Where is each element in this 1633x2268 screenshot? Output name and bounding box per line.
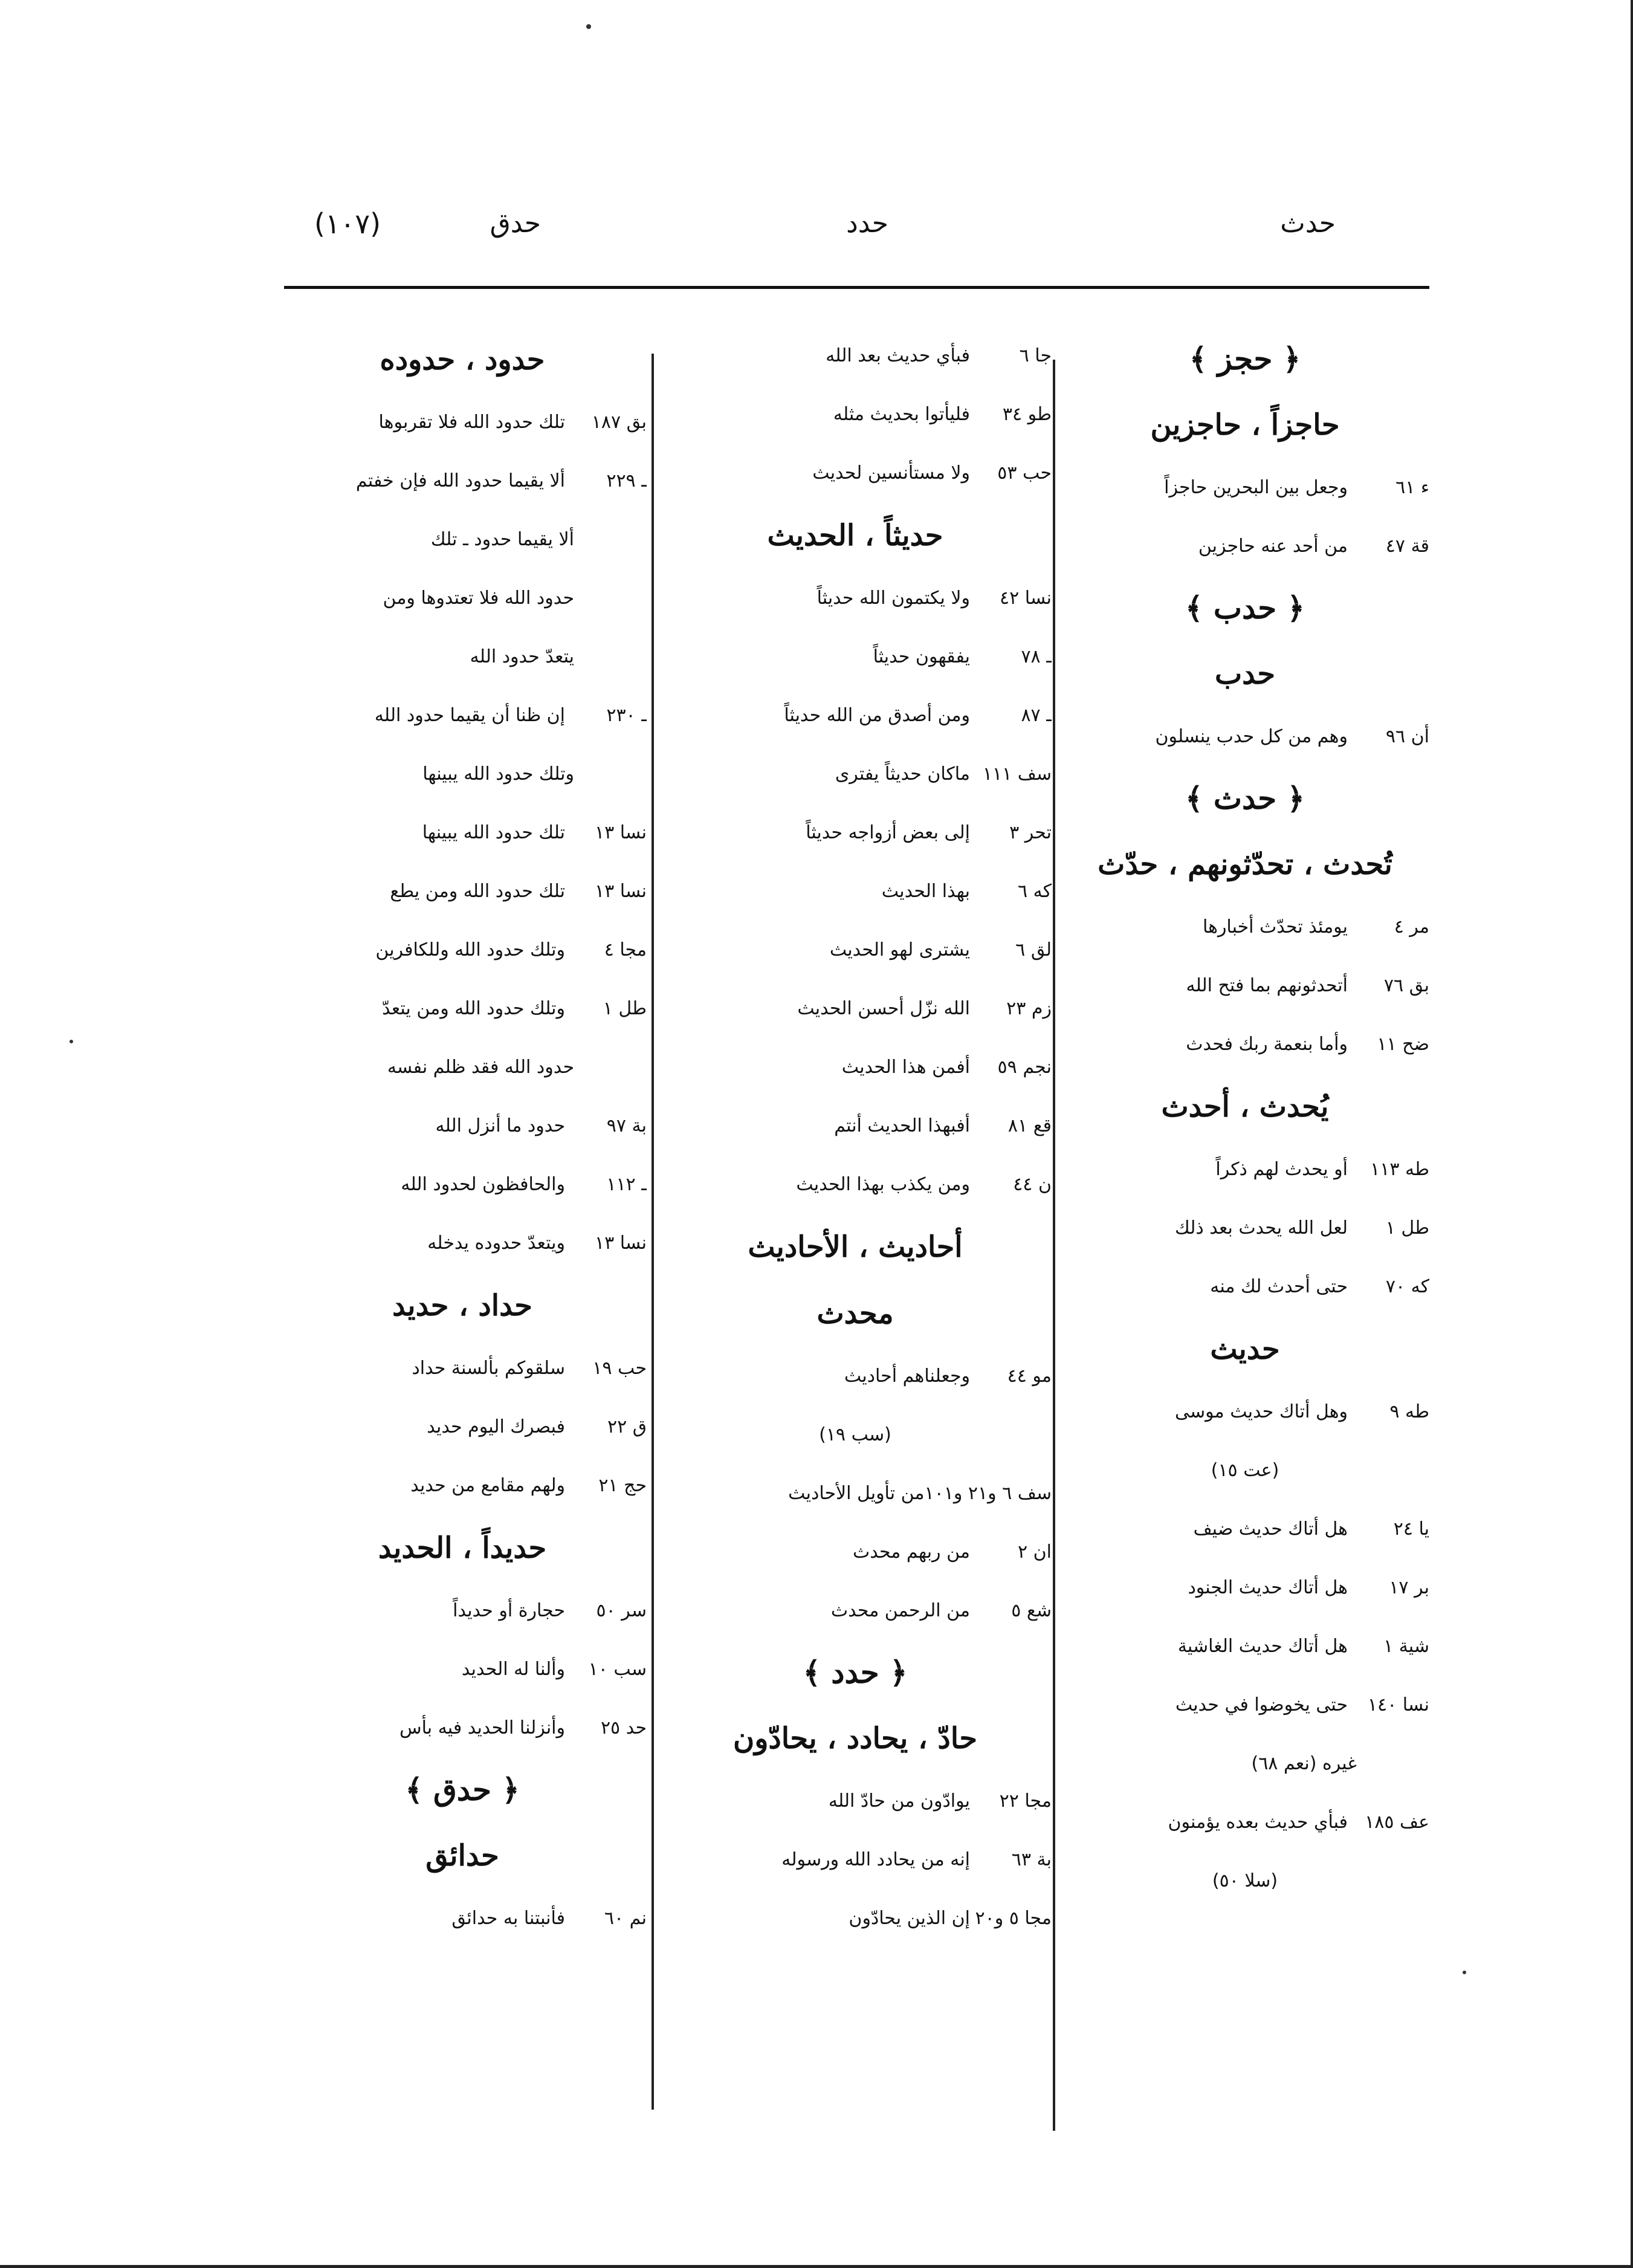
concordance-entry (1061, 707, 1429, 766)
concordance-entry (659, 1038, 1052, 1097)
verse-reference: حب ١٩ (592, 1358, 647, 1379)
verse-reference: ضح ١١ (1377, 1034, 1429, 1055)
verse-excerpt: فبأي حديث بعد الله (826, 345, 970, 366)
verse-excerpt: وأنزلنا الحديد فيه بأس (399, 1717, 565, 1738)
verse-excerpt: حتى يخوضوا في حديث (1175, 1694, 1348, 1716)
column-divider (652, 354, 654, 2110)
verse-reference: بق ١٨٧ (591, 412, 647, 433)
concordance-entry (659, 921, 1052, 979)
verse-excerpt: يومئذ تحدّث أخبارها (1202, 916, 1348, 938)
verse-excerpt: فأنبتنا به حدائق (451, 1908, 565, 1929)
verse-reference: جا ٦ (1019, 345, 1052, 366)
cross-reference-note: (سلا ٥٠) (1212, 1870, 1278, 1891)
verse-reference: طه ٩ (1389, 1401, 1429, 1422)
root-heading: ﴿ حجز ﴾ (1189, 341, 1301, 377)
verse-excerpt: بهذا الحديث (881, 881, 970, 902)
concordance-entry (659, 979, 1052, 1038)
concordance-entry (659, 745, 1052, 803)
scan-border-right (1631, 0, 1633, 2268)
root-heading: ﴿ حدد ﴾ (803, 1654, 908, 1690)
verse-excerpt: وألنا له الحديد (461, 1659, 565, 1680)
concordance-entry (278, 393, 647, 452)
header-center-word: حدد (846, 208, 888, 239)
verse-excerpt: تلك حدود الله فلا تقربوها (378, 412, 565, 433)
concordance-entry (278, 862, 647, 921)
concordance-entry (659, 326, 1052, 385)
verse-reference: قة ٤٧ (1385, 536, 1429, 557)
verse-reference: طو ٣٤ (1002, 404, 1052, 425)
concordance-entry (659, 1772, 1052, 1830)
concordance-entry (1061, 458, 1429, 517)
verse-excerpt: والحافظون لحدود الله (401, 1174, 565, 1195)
concordance-entry (278, 1097, 647, 1155)
verse-excerpt: وجعل بين البحرين حاجزاً (1164, 477, 1348, 498)
verse-excerpt: ألا يقيما حدود الله فإن خفتم (355, 470, 565, 491)
concordance-entry (278, 686, 647, 745)
word-heading: حديث (1210, 1332, 1280, 1366)
entry-continuation: وتلك حدود الله يبينها (422, 763, 574, 785)
verse-excerpt: ومن أصدق من الله حديثاً (784, 705, 970, 726)
verse-excerpt: ماكان حديثاً يفترى (835, 763, 970, 785)
verse-reference: حج ٢١ (598, 1475, 647, 1496)
verse-excerpt: حتى أحدث لك منه (1210, 1276, 1348, 1297)
concordance-entry (659, 569, 1052, 627)
verse-reference: ـ ٢٣٠ (606, 705, 647, 726)
root-heading: ﴿ حدب ﴾ (1185, 590, 1305, 626)
entry-continuation: حدود الله فقد ظلم نفسه (387, 1057, 574, 1078)
word-heading: حدود ، حدوده (380, 343, 545, 377)
concordance-entry (1061, 1676, 1429, 1734)
concordance-entry (278, 1339, 647, 1398)
verse-excerpt: وأما بنعمة ربك فحدث (1186, 1034, 1348, 1055)
verse-reference: مجا ٥ و٢٠ (975, 1908, 1052, 1929)
running-header (284, 199, 1432, 248)
verse-excerpt: من أحد عنه حاجزين (1198, 536, 1348, 557)
concordance-entry (278, 1889, 647, 1948)
column-divider (1053, 360, 1055, 2131)
verse-excerpt: وتلك حدود الله ومن يتعدّ (382, 998, 565, 1019)
verse-excerpt: هل أتاك حديث الجنود (1188, 1577, 1348, 1598)
concordance-entry (1061, 517, 1429, 575)
cross-reference-note: (سب ١٩) (819, 1424, 891, 1445)
entry-continuation: ألا يقيما حدود ـ تلك (430, 529, 574, 550)
header-rule (284, 286, 1429, 289)
entry-continuation: يتعدّ حدود الله (470, 646, 574, 667)
verse-excerpt: حجارة أو حديداً (453, 1600, 565, 1621)
verse-reference: ن ٤٤ (1013, 1174, 1052, 1195)
verse-reference: طل ١ (603, 998, 647, 1019)
verse-reference: ـ ٧٨ (1021, 646, 1052, 667)
word-heading: حداد ، حديد (392, 1289, 532, 1323)
concordance-entry (278, 1640, 647, 1699)
concordance-entry (1061, 1199, 1429, 1257)
verse-reference: كه ٦ (1017, 881, 1052, 902)
concordance-entry (659, 444, 1052, 502)
verse-excerpt: أفبهذا الحديث أنتم (834, 1115, 970, 1136)
verse-reference: طه ١١٣ (1370, 1159, 1429, 1180)
verse-excerpt: سلقوكم بألسنة حداد (412, 1358, 565, 1379)
concordance-entry (659, 803, 1052, 862)
concordance-entry (278, 1398, 647, 1456)
verse-reference: سر ٥٠ (596, 1600, 647, 1621)
concordance-entry (659, 1155, 1052, 1214)
verse-reference: ق ٢٢ (607, 1416, 647, 1437)
verse-reference: مجا ٤ (604, 939, 647, 961)
header-right-word: حدث (1280, 208, 1336, 239)
word-heading: تُحدث ، تحدّثونهم ، حدّث (1098, 847, 1392, 881)
verse-excerpt: لعل الله يحدث بعد ذلك (1174, 1217, 1348, 1239)
verse-reference: ـ ١١٢ (606, 1174, 647, 1195)
verse-excerpt: يشترى لهو الحديث (829, 939, 970, 961)
page-number: (١٠٧) (314, 207, 381, 240)
verse-reference: بر ١٧ (1389, 1577, 1429, 1598)
verse-excerpt: هل أتاك حديث الغاشية (1177, 1636, 1348, 1657)
verse-excerpt: تلك حدود الله يبينها (422, 822, 565, 843)
verse-excerpt: فبأي حديث بعده يؤمنون (1168, 1812, 1348, 1833)
column-right (1061, 326, 1429, 1910)
verse-reference: ان ٢ (1017, 1541, 1052, 1563)
verse-reference: كه ٧٠ (1385, 1276, 1429, 1297)
concordance-entry (1061, 956, 1429, 1015)
verse-reference: بة ٩٧ (606, 1115, 647, 1136)
concordance-entry (1061, 1617, 1429, 1676)
verse-reference: قع ٨١ (1007, 1115, 1052, 1136)
verse-excerpt: من ربهم محدث (852, 1541, 970, 1563)
verse-reference: نسا ١٣ (594, 822, 647, 843)
word-heading: حادّ ، يحادد ، يحادّون (733, 1722, 977, 1755)
concordance-entry (278, 1155, 647, 1214)
verse-reference: نسا ١٣ (594, 1233, 647, 1254)
word-heading: حدب (1214, 657, 1276, 691)
verse-excerpt: حدود ما أنزل الله (435, 1115, 565, 1136)
verse-reference: شية ١ (1383, 1636, 1429, 1657)
verse-excerpt: إنه من يحادد الله ورسوله (781, 1849, 970, 1870)
concordance-entry (659, 686, 1052, 745)
verse-excerpt: الله نزّل أحسن الحديث (797, 998, 970, 1019)
verse-excerpt: من تأويل الأحاديث (788, 1483, 925, 1504)
verse-reference: نجم ٥٩ (997, 1057, 1052, 1078)
concordance-entry (278, 803, 647, 862)
verse-reference: نسا ١٣ (594, 881, 647, 902)
concordance-entry (278, 452, 647, 510)
concordance-entry (659, 1097, 1052, 1155)
verse-excerpt: تلك حدود الله ومن يطع (390, 881, 565, 902)
header-left-word: حدق (490, 208, 541, 239)
concordance-entry (278, 921, 647, 979)
verse-reference: سف ٦ و٢١ و١٠١ (924, 1483, 1052, 1504)
verse-excerpt: إن الذين يحادّون (849, 1908, 970, 1929)
word-heading: أحاديث ، الأحاديث (748, 1230, 963, 1264)
verse-reference: بق ٧٦ (1383, 975, 1429, 996)
verse-excerpt: من الرحمن محدث (830, 1600, 970, 1621)
concordance-entry (1061, 1015, 1429, 1074)
concordance-entry (659, 862, 1052, 921)
root-heading: ﴿ حدث ﴾ (1185, 780, 1305, 816)
verse-excerpt: هل أتاك حديث ضيف (1193, 1518, 1348, 1540)
verse-excerpt: أتحدثونهم بما فتح الله (1186, 975, 1348, 996)
concordance-entry (278, 1581, 647, 1640)
verse-reference: عف ١٨٥ (1365, 1812, 1429, 1833)
word-heading: يُحدث ، أحدث (1161, 1090, 1329, 1124)
concordance-entry (1061, 1382, 1429, 1441)
verse-reference: بة ٦٣ (1011, 1849, 1052, 1870)
verse-reference: حد ٢٥ (600, 1717, 647, 1738)
verse-reference: شع ٥ (1011, 1600, 1052, 1621)
verse-reference: ـ ٨٧ (1021, 705, 1052, 726)
concordance-entry (659, 1889, 1052, 1948)
concordance-entry (659, 1347, 1052, 1405)
concordance-entry (278, 1214, 647, 1272)
concordance-entry (278, 1699, 647, 1757)
scan-speck (586, 24, 591, 29)
verse-reference: حب ٥٣ (997, 462, 1052, 484)
verse-reference: يا ٢٤ (1393, 1518, 1429, 1540)
verse-reference: مو ٤٤ (1007, 1366, 1052, 1387)
verse-reference: نسا ٤٢ (999, 588, 1052, 609)
verse-excerpt: ولا مستأنسين لحديث (812, 462, 970, 484)
concordance-entry (1061, 1500, 1429, 1558)
verse-reference: لق ٦ (1015, 939, 1052, 961)
verse-reference: تحر ٣ (1009, 822, 1052, 843)
concordance-entry (659, 627, 1052, 686)
verse-excerpt: وهل أتاك حديث موسى (1175, 1401, 1348, 1422)
verse-excerpt: وجعلناهم أحاديث (844, 1366, 970, 1387)
verse-reference: ء ٦١ (1395, 477, 1429, 498)
concordance-entry (278, 1456, 647, 1515)
concordance-entry (1061, 898, 1429, 956)
concordance-entry (1061, 1558, 1429, 1617)
verse-reference: نسا ١٤٠ (1367, 1694, 1429, 1716)
concordance-entry (1061, 1257, 1429, 1316)
scan-speck (1463, 1971, 1466, 1974)
verse-excerpt: وتلك حدود الله وللكافرين (375, 939, 565, 961)
verse-excerpt: فبصرك اليوم حديد (427, 1416, 565, 1437)
concordance-entry (659, 1523, 1052, 1581)
verse-excerpt: فليأتوا بحديث مثله (833, 404, 970, 425)
word-heading: حديداً ، الحديد (378, 1531, 547, 1565)
entry-continuation: حدود الله فلا تعتدوها ومن (383, 588, 574, 609)
verse-reference: مجا ٢٢ (999, 1790, 1052, 1812)
verse-excerpt: إن ظنا أن يقيما حدود الله (374, 705, 565, 726)
verse-reference: ـ ٢٢٩ (606, 470, 647, 491)
verse-reference: طل ١ (1385, 1217, 1429, 1239)
cross-reference-note: (عت ١٥) (1211, 1460, 1279, 1481)
concordance-entry (659, 385, 1052, 444)
verse-reference: سب ١٠ (588, 1659, 647, 1680)
concordance-entry (659, 1464, 1052, 1523)
scan-speck (70, 1040, 73, 1043)
word-heading: حديثاً ، الحديث (767, 519, 943, 552)
verse-excerpt: ومن يكذب بهذا الحديث (796, 1174, 970, 1195)
word-heading: حدائق (425, 1839, 499, 1873)
concordance-entry (659, 1581, 1052, 1640)
verse-reference: نم ٦٠ (604, 1908, 647, 1929)
verse-excerpt: وهم من كل حدب ينسلون (1155, 726, 1348, 747)
scan-border-bottom (0, 2265, 1633, 2268)
concordance-entry (1061, 1793, 1429, 1852)
verse-excerpt: يوادّون من حادّ الله (828, 1790, 970, 1812)
verse-excerpt: ويتعدّ حدوده يدخله (427, 1233, 565, 1254)
verse-excerpt: ولا يكتمون الله حديثاً (816, 588, 970, 609)
verse-excerpt: أفمن هذا الحديث (841, 1057, 970, 1078)
verse-excerpt: يفقهون حديثاً (873, 646, 970, 667)
concordance-entry (659, 1830, 1052, 1889)
verse-reference: سف ١١١ (982, 763, 1052, 785)
verse-reference: زم ٢٣ (1006, 998, 1052, 1019)
column-left (278, 326, 647, 1948)
column-middle (659, 326, 1052, 1948)
concordance-entry (1061, 1140, 1429, 1199)
verse-excerpt: أو يحدث لهم ذكراً (1215, 1159, 1348, 1180)
root-heading: ﴿ حدق ﴾ (405, 1772, 520, 1807)
concordance-entry (278, 979, 647, 1038)
verse-excerpt: إلى بعض أزواجه حديثاً (806, 822, 970, 843)
verse-excerpt: ولهم مقامع من حديد (410, 1475, 565, 1496)
word-heading: حاجزاً ، حاجزين (1150, 408, 1340, 442)
verse-reference: مر ٤ (1394, 916, 1429, 938)
entry-continuation: غيره (نعم ٦٨) (1251, 1753, 1357, 1774)
word-heading: محدث (816, 1297, 894, 1330)
verse-reference: أن ٩٦ (1385, 726, 1429, 747)
